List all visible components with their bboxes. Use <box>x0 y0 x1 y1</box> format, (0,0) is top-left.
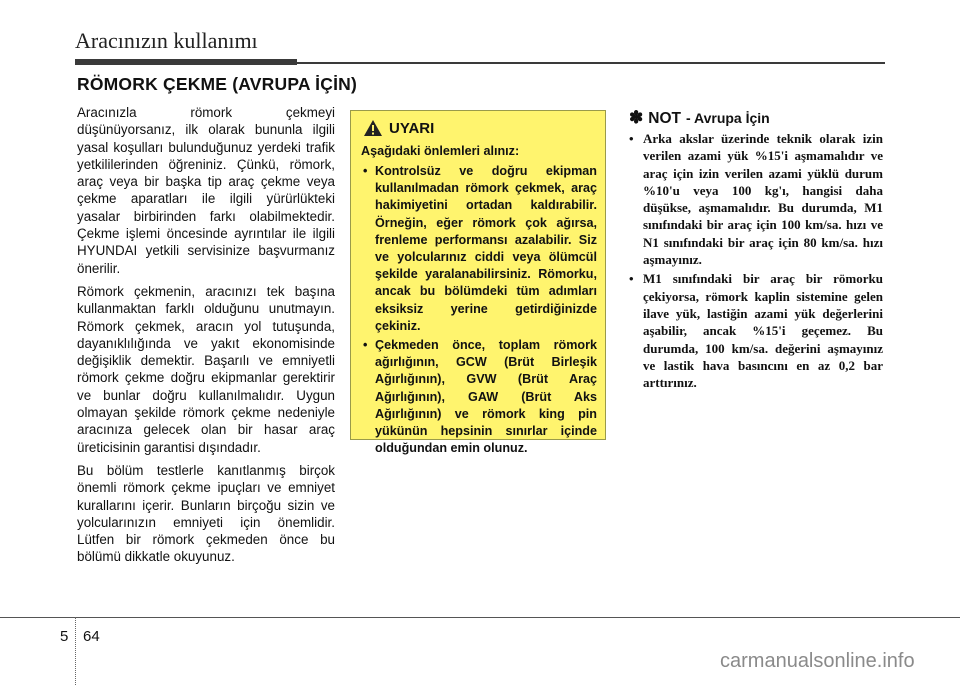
list-item: • Kontrolsüz ve doğru ekipman kullanılmadan römork çekmek, araç hakimiyetini ortadan kaldırabilir. Örneğin, eğer römork çok ağırsa, frenleme performansı azalabilir. Siz ve yolcularınız ciddi veya ölümcül şekilde yaralanabilirsiniz. Römorku, ancak bu bölümdeki tüm adımları eksiksiz yerine getirdiğinizde çekiniz. <box>363 164 597 333</box>
paragraph: Aracınızla römork çekmeyi düşünüyorsanız, ilk olarak bununla ilgili yasal koşulları bulunduğunuz yerdeki trafik yetkililerinden öğreniniz. Çünkü, römork, araç veya bir başka tip araç çekme veya çekme aparatları ile ilgili yürürlükteki yasalar birbirinden farkı olabilmektedir. Çekme işlemi öncesinde ayrıntılar ile ilgili HYUNDAI yetkili servisinize başvurmanız önerilir. <box>77 105 335 276</box>
bullet: • <box>629 271 634 287</box>
warning-triangle-icon <box>363 119 383 137</box>
footer-rule <box>0 617 960 618</box>
warning-intro: Aşağıdaki önlemleri alınız: <box>361 144 520 158</box>
warning-title: UYARI <box>389 119 435 137</box>
note-subtitle: - Avrupa İçin <box>685 110 770 126</box>
list-item: • M1 sınıfındaki bir araç bir römorku çekiyorsa, römork kaplin sistemine gelen ilave yük, lastiğin azami yük değerlerini aşabilir, ancak %15'i geçemez. Bu durumda, 100 km/sa. değerini aşmayınız ve lastik hava basıncını en az 0,2 bar arttırınız. <box>629 271 883 391</box>
note-list <box>629 130 883 393</box>
note-star-icon: ✽ <box>629 108 644 127</box>
bullet: • <box>363 164 368 178</box>
footer-divider <box>75 617 76 685</box>
bullet: • <box>629 131 634 146</box>
page-number: 64 <box>83 628 100 645</box>
list-item: • Çekmeden önce, toplam römork ağırlığının, GCW (Brüt Birleşik Ağırlığının), GVW (Brüt Araç Ağırlığının), GAW (Brüt Aks Ağırlığının) ve römork king pin yükünün hepsinin sınırlar içinde olduğundan emin olunuz. <box>363 338 597 456</box>
header-rule-thick <box>75 59 297 65</box>
warning-list <box>361 163 597 457</box>
note-title: NOT <box>648 110 681 127</box>
header-rule-thin <box>297 62 885 64</box>
watermark: carmanualsonline.info <box>720 650 915 672</box>
paragraph: Römork çekmenin, aracınızı tek başına kullanmaktan farklı olduğunu unutmayın. Römork çekmek, aracın yol tutuşunda, dayanıklılığında ve yakıt ekonomisinde değişiklik demektir. Başarılı ve emniyetli römork çekme doğru ekipmanlar gerektirir ve bunlar doğru kullanılmalıdır. Uygun olmayan şekilde römork çekme nedeniyle aracınıza gelecek olan bir hasar araç üreticisinin garantisi dışındadır. <box>77 283 335 455</box>
warning-header <box>363 119 597 137</box>
section-number: 5 <box>60 628 69 645</box>
paragraph: Bu bölüm testlerle kanıtlanmış birçok önemli römork çekme ipuçları ve emniyet kurallarını içerir. Bunların birçoğu sizin ve yolcularınızın emniyeti için önemlidir. Lütfen bir römork çekmeden önce bu bölümü dikkatle okuyunuz. <box>77 462 335 565</box>
left-column <box>77 104 335 572</box>
warning-box <box>350 110 606 456</box>
note-header <box>629 108 770 128</box>
list-item: • Arka akslar üzerinde teknik olarak izin verilen azami yük %15'i aşmamalıdır ve araç için izin verilen azami yüklü durum %10'u veya 100 kg'ı, hangisi daha düşükse, aşmamalıdır. Bu durumda, M1 sınıfındaki bir araç için 100 km/sa. hızı ve N1 sınıfındaki bir araç için 80 km/sa. hızı aşmayınız. <box>629 131 883 268</box>
page-header-title: Aracınızın kullanımı <box>75 28 258 53</box>
section-title: RÖMORK ÇEKME (AVRUPA İÇİN) <box>77 74 358 94</box>
bullet: • <box>363 338 368 353</box>
